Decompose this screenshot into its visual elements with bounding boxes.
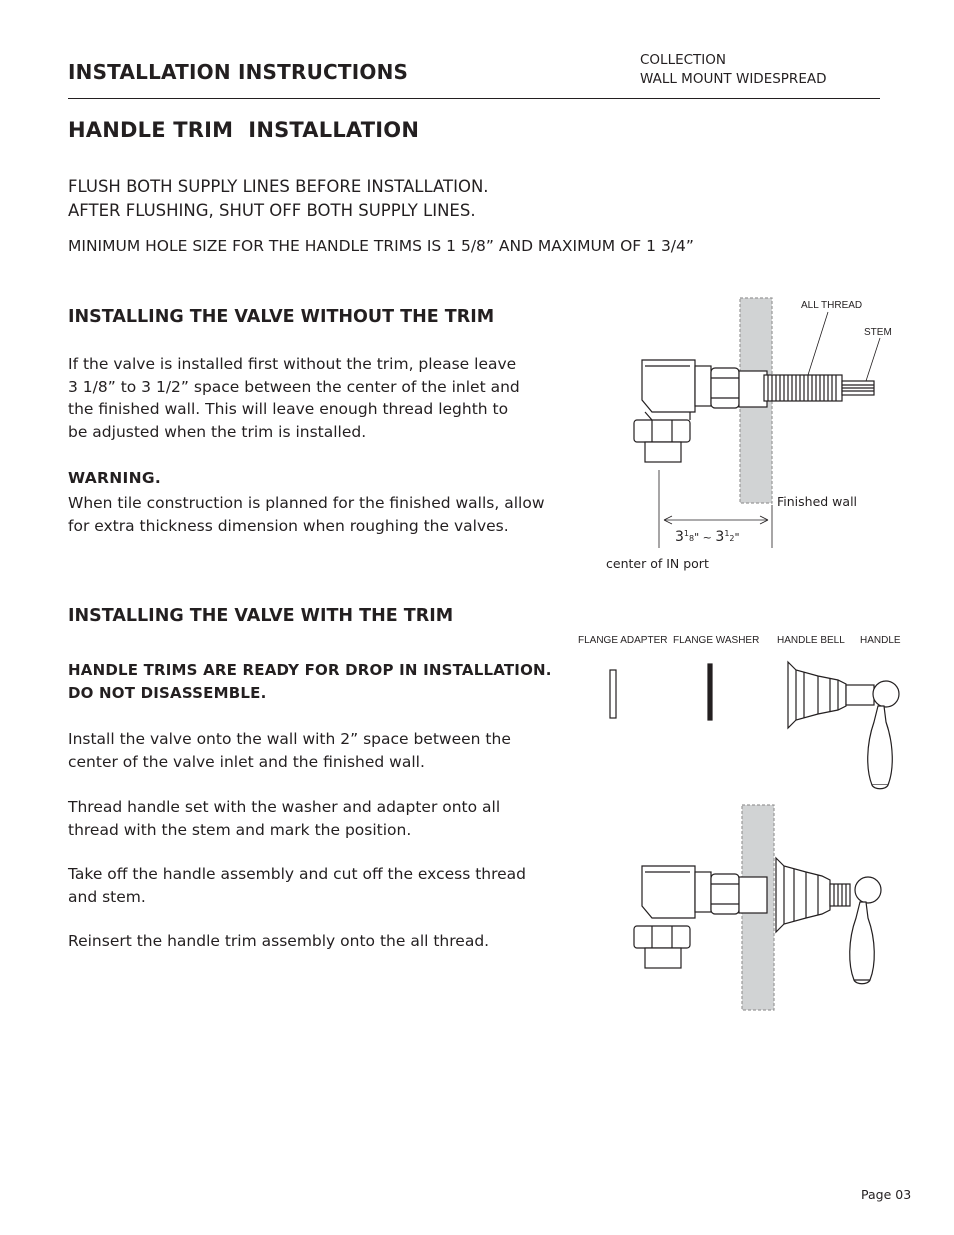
handle-ball-shape [873,681,899,707]
handle-lever-shape [868,706,893,785]
header-divider [68,98,880,99]
note-line: DO NOT DISASSEMBLE. [68,684,267,702]
step-4 [68,930,588,953]
step-line: and stem. [68,887,146,906]
flange-adapter-label: FLANGE ADAPTER [578,635,668,646]
body-line: 3 1/8” to 3 1/2” space between the center of the inlet and [68,377,520,396]
collection-subtitle: WALL MOUNT WIDESPREAD [640,71,827,87]
flange-adapter-shape [610,670,616,718]
inlet-nut-shape [634,420,690,442]
step-3 [68,863,588,908]
valve-rough-in-diagram [590,290,910,580]
warning-body [68,492,628,537]
handle-label: HANDLE [860,635,901,646]
body-line: If the valve is installed first without the trim, please leave [68,355,517,373]
dim-a-den: 8 [689,534,695,543]
drop-in-note [68,659,552,705]
assembled-trim-diagram [625,800,895,1015]
valve-body-shape [642,866,695,918]
dim-b-num: 1 [724,529,730,538]
valve-body-shape [642,360,695,412]
flush-instructions [68,175,489,223]
min-hole-note: MINIMUM HOLE SIZE FOR THE HANDLE TRIMS IS 1 5/8” AND MAXIMUM OF 1 3/4” [68,237,694,255]
collection-label: COLLECTION [640,52,727,68]
section-title: HANDLE TRIM INSTALLATION [68,118,420,142]
body-line: the finished wall. This will leave enough thread leghth to [68,400,509,418]
dim-b-den: 2 [729,534,735,543]
valve-nut-shape [711,368,739,408]
header-title: INSTALLATION INSTRUCTIONS [68,60,409,84]
flush-line-1: FLUSH BOTH SUPPLY LINES BEFORE INSTALLATION. [68,177,489,196]
flush-line-2: AFTER FLUSHING, SHUT OFF BOTH SUPPLY LINES. [68,201,476,220]
dim-separator: " ~ [694,531,716,544]
step-line: thread with the stem and mark the position. [68,820,412,839]
flange-washer-shape [708,664,712,720]
dim-a-whole: 3 [675,529,684,545]
header-collection [640,51,826,89]
flange-washer-label: FLANGE WASHER [673,635,760,646]
step-line: Reinsert the handle trim assembly onto the all thread. [68,932,490,950]
handle-bell-label: HANDLE BELL [777,635,845,646]
center-port-label: center of IN port [606,556,709,571]
without-trim-body [68,353,588,443]
page-number: Page 03 [861,1187,912,1202]
trim-parts-diagram [590,650,910,800]
step-2 [68,796,588,841]
step-line: Thread handle set with the washer and adapter onto all [68,798,501,816]
handle-bell-shape [788,662,846,728]
dimension-label [675,529,740,545]
body-line: be adjusted when the trim is installed. [68,422,367,441]
warning-title: WARNING. [68,469,162,487]
handle-lever-shape [850,902,875,980]
step-line: Take off the handle assembly and cut off the excess thread [68,865,527,883]
warning-line: for extra thickness dimension when roughing the valves. [68,516,509,535]
step-line: Install the valve onto the wall with 2” space between the [68,730,511,748]
warning-line: When tile construction is planned for the finished walls, allow [68,494,545,512]
step-1 [68,728,588,773]
stem-label: STEM [864,327,892,338]
with-trim-title: INSTALLING THE VALVE WITH THE TRIM [68,606,454,626]
without-trim-title: INSTALLING THE VALVE WITHOUT THE TRIM [68,307,495,327]
dim-end: " [734,531,740,544]
step-line: center of the valve inlet and the finished wall. [68,752,425,771]
note-line: HANDLE TRIMS ARE READY FOR DROP IN INSTALLATION. [68,661,552,679]
dim-b-whole: 3 [715,529,725,545]
finished-wall-label: Finished wall [777,494,858,509]
all-thread-label: ALL THREAD [801,300,863,311]
dim-a-num: 1 [683,529,690,538]
